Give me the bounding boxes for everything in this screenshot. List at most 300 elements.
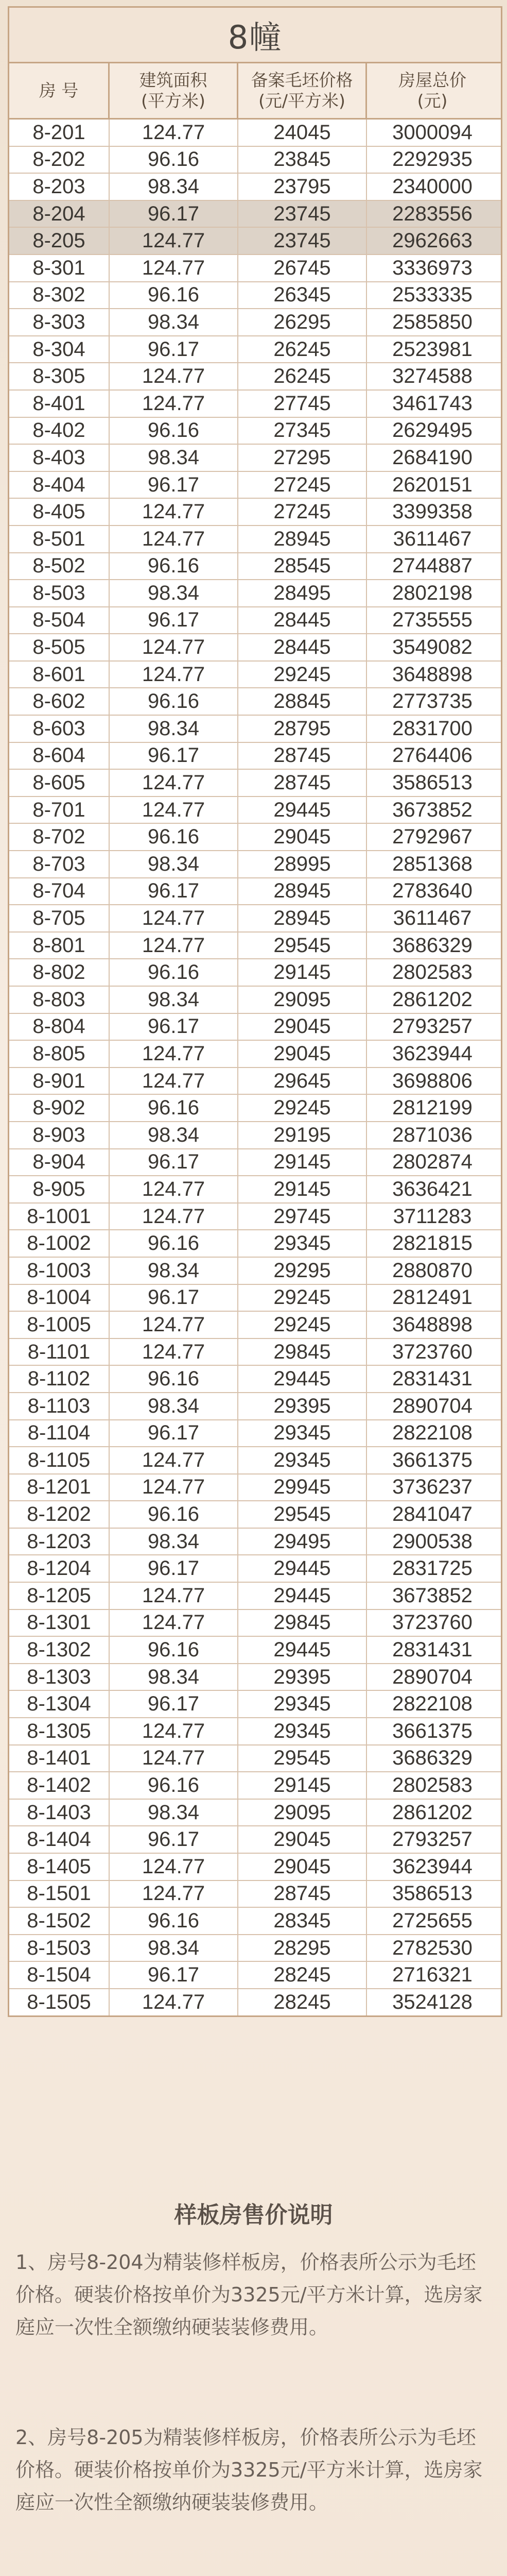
cell-area: 96.17 [110,1285,238,1311]
cell-price: 27245 [238,499,367,525]
cell-total: 2585850 [392,310,473,333]
cell-area: 98.34 [110,1393,238,1419]
cell-area: 98.34 [110,309,238,335]
cell-area: 124.77 [110,526,238,552]
cell-area: 124.77 [110,363,238,389]
cell-room: 8-1401 [9,1745,110,1772]
cell-total: 2962663 [392,229,473,252]
cell-total: 3586513 [392,771,473,794]
cell-total: 2831725 [392,1557,473,1580]
cell-room: 8-903 [9,1122,110,1148]
cell-area: 96.16 [110,959,238,986]
cell-total: 3586513 [392,1882,473,1905]
cell-room: 8-803 [9,987,110,1013]
table-row [9,1258,501,1285]
table-row [9,1718,501,1745]
cell-total: 3636421 [392,1177,473,1200]
cell-price: 28295 [238,1935,367,1961]
table-row [9,1447,501,1475]
cell-room: 8-401 [9,391,110,417]
cell-total: 2802198 [392,581,473,604]
cell-room: 8-604 [9,743,110,769]
header-price-line1: 备案毛坯价格 [251,70,353,90]
cell-price: 28995 [238,851,367,877]
table-row [9,743,501,770]
cell-area: 124.77 [110,1610,238,1636]
cell-room: 8-1505 [9,1989,110,2015]
cell-total: 2802874 [392,1150,473,1174]
cell-price: 28745 [238,770,367,796]
table-row [9,1854,501,1881]
cell-price: 29395 [238,1664,367,1690]
header-total-line1: 房屋总价 [398,70,466,90]
cell-area: 96.16 [110,1230,238,1257]
cell-total: 2684190 [392,446,473,469]
cell-room: 8-702 [9,824,110,850]
table-row [9,987,501,1014]
cell-area: 124.77 [110,1718,238,1744]
cell-area: 96.16 [110,1095,238,1121]
table-row [9,1637,501,1664]
table-row [9,228,501,255]
cell-area: 98.34 [110,1800,238,1826]
cell-total: 3673852 [392,798,473,821]
table-row [9,1149,501,1177]
cell-price: 26745 [238,255,367,281]
cell-price: 28495 [238,580,367,606]
cell-area: 98.34 [110,851,238,877]
cell-total: 2822108 [392,1421,473,1445]
header-total [367,63,498,118]
header-room: 房 号 [9,63,110,118]
cell-price: 28445 [238,607,367,634]
table-row [9,1312,501,1339]
cell-area: 124.77 [110,391,238,417]
cell-total: 3000094 [392,121,473,144]
cell-price: 29095 [238,987,367,1013]
cell-room: 8-1001 [9,1204,110,1230]
cell-price: 29045 [238,1826,367,1853]
notes-title: 样板房售价说明 [174,2202,333,2228]
cell-area: 96.17 [110,607,238,634]
cell-room: 8-804 [9,1014,110,1040]
cell-total: 2812199 [392,1096,473,1120]
cell-total: 2735555 [392,608,473,632]
cell-area: 124.77 [110,662,238,688]
cell-total: 2523981 [392,337,473,361]
cell-total: 2861202 [392,1801,473,1824]
cell-price: 29545 [238,933,367,959]
cell-area: 96.17 [110,201,238,227]
cell-area: 96.16 [110,824,238,850]
cell-price: 29245 [238,1095,367,1121]
cell-price: 29245 [238,1312,367,1338]
cell-room: 8-1004 [9,1285,110,1311]
cell-total: 2793257 [392,1828,473,1851]
table-row [9,445,501,472]
table-row [9,174,501,201]
cell-total: 2773735 [392,690,473,713]
cell-price: 26295 [238,309,367,335]
table-row [9,959,501,987]
cell-area: 124.77 [110,255,238,281]
table-row [9,282,501,310]
cell-price: 28845 [238,688,367,715]
cell-area: 96.17 [110,1555,238,1582]
cell-room: 8-802 [9,959,110,986]
cell-price: 28945 [238,905,367,931]
cell-total: 3336973 [392,256,473,279]
cell-area: 96.16 [110,1772,238,1799]
table-row [9,1908,501,1935]
cell-area: 124.77 [110,1583,238,1609]
cell-total: 2783640 [392,879,473,903]
cell-price: 29145 [238,1149,367,1176]
table-row [9,1691,501,1718]
cell-total: 2725655 [392,1909,473,1932]
cell-area: 98.34 [110,987,238,1013]
cell-room: 8-505 [9,634,110,660]
cell-price: 29345 [238,1691,367,1717]
cell-total: 3723760 [392,1611,473,1634]
cell-room: 8-1201 [9,1475,110,1501]
cell-price: 29145 [238,1772,367,1799]
cell-price: 29545 [238,1745,367,1772]
cell-price: 26245 [238,363,367,389]
cell-price: 29245 [238,662,367,688]
cell-area: 96.16 [110,1501,238,1528]
table-row [9,363,501,391]
cell-area: 124.77 [110,120,238,146]
cell-room: 8-902 [9,1095,110,1121]
cell-area: 96.17 [110,1691,238,1717]
table-row [9,1285,501,1312]
cell-area: 96.16 [110,553,238,580]
header-price [238,63,367,118]
table-row [9,634,501,662]
table-row [9,851,501,878]
cell-total: 3698806 [392,1069,473,1092]
cell-total: 2802583 [392,961,473,984]
table-row [9,716,501,743]
cell-area: 96.16 [110,688,238,715]
table-row [9,499,501,526]
cell-total: 2890704 [392,1394,473,1417]
cell-area: 96.16 [110,282,238,309]
cell-room: 8-1002 [9,1230,110,1257]
cell-room: 8-1104 [9,1420,110,1447]
cell-room: 8-805 [9,1041,110,1067]
cell-room: 8-404 [9,472,110,498]
table-row [9,472,501,499]
table-row [9,1664,501,1691]
table-row [9,1420,501,1448]
cell-area: 124.77 [110,1881,238,1907]
cell-total: 2802583 [392,1774,473,1797]
table-row [9,1068,501,1095]
table-row [9,1095,501,1122]
cell-price: 27245 [238,472,367,498]
cell-total: 3736237 [392,1476,473,1499]
cell-room: 8-801 [9,933,110,959]
table-row [9,526,501,553]
cell-room: 8-1402 [9,1772,110,1799]
cell-area: 98.34 [110,174,238,200]
cell-area: 124.77 [110,1176,238,1202]
price-table [8,6,502,2017]
cell-room: 8-403 [9,445,110,471]
cell-total: 3611467 [393,527,472,550]
cell-room: 8-303 [9,309,110,335]
cell-area: 96.16 [110,418,238,444]
cell-total: 3648898 [392,663,473,686]
cell-price: 27745 [238,391,367,417]
cell-area: 98.34 [110,1258,238,1284]
cell-area: 98.34 [110,445,238,471]
cell-total: 2620151 [392,473,473,496]
cell-room: 8-1003 [9,1258,110,1284]
cell-total: 2744887 [392,554,473,578]
cell-area: 124.77 [110,499,238,525]
cell-total: 2812491 [392,1286,473,1309]
table-row [9,662,501,689]
header-area-line2: (平方米) [141,91,205,111]
cell-room: 8-1302 [9,1637,110,1663]
cell-total: 2851368 [392,852,473,875]
cell-total: 3611467 [393,907,472,930]
cell-room: 8-1404 [9,1826,110,1853]
cell-price: 29495 [238,1529,367,1555]
cell-room: 8-701 [9,797,110,823]
cell-area: 124.77 [110,1447,238,1473]
cell-area: 96.17 [110,472,238,498]
table-row [9,1989,501,2015]
table-row [9,309,501,336]
table-body [9,120,501,2015]
table-row [9,1393,501,1420]
table-row [9,201,501,228]
table-row [9,1610,501,1637]
cell-room: 8-1202 [9,1501,110,1528]
cell-price: 29345 [238,1718,367,1744]
table-row [9,336,501,364]
cell-total: 3648898 [392,1313,473,1336]
cell-price: 23745 [238,228,367,254]
cell-room: 8-704 [9,878,110,905]
cell-price: 28795 [238,716,367,742]
cell-price: 29645 [238,1068,367,1094]
cell-price: 29295 [238,1258,367,1284]
table-row [9,824,501,851]
cell-price: 29745 [238,1204,367,1230]
cell-room: 8-705 [9,905,110,931]
cell-room: 8-302 [9,282,110,309]
cell-price: 24045 [238,120,367,146]
table-row [9,1935,501,1962]
cell-area: 124.77 [110,1339,238,1365]
table-row [9,553,501,581]
cell-total: 2871036 [392,1123,473,1146]
cell-price: 26345 [238,282,367,309]
cell-total: 3673852 [392,1584,473,1607]
cell-area: 98.34 [110,580,238,606]
cell-price: 26245 [238,336,367,363]
cell-area: 96.16 [110,1366,238,1392]
cell-room: 8-1301 [9,1610,110,1636]
table-row [9,1014,501,1041]
cell-total: 2831431 [392,1638,473,1662]
cell-room: 8-1005 [9,1312,110,1338]
cell-room: 8-304 [9,336,110,363]
cell-price: 29445 [238,797,367,823]
cell-price: 28345 [238,1908,367,1934]
cell-room: 8-1501 [9,1881,110,1907]
cell-total: 2782530 [392,1936,473,1959]
cell-room: 8-402 [9,418,110,444]
table-row [9,607,501,635]
cell-total: 2533335 [392,283,473,307]
cell-room: 8-405 [9,499,110,525]
cell-total: 2890704 [392,1665,473,1688]
table-row [9,1962,501,1989]
cell-room: 8-703 [9,851,110,877]
cell-room: 8-601 [9,662,110,688]
cell-room: 8-1102 [9,1366,110,1392]
table-row [9,1041,501,1068]
cell-price: 23845 [238,147,367,173]
cell-total: 2861202 [392,988,473,1011]
cell-total: 3686329 [392,1747,473,1770]
cell-price: 29445 [238,1637,367,1663]
table-row [9,933,501,960]
notes-section [0,2200,507,2514]
table-row [9,1366,501,1393]
cell-total: 3623944 [392,1855,473,1878]
cell-area: 96.17 [110,878,238,905]
cell-area: 124.77 [110,1204,238,1230]
cell-room: 8-301 [9,255,110,281]
cell-total: 2283556 [392,202,473,225]
table-row [9,120,501,147]
cell-area: 98.34 [110,1122,238,1148]
table-row [9,1122,501,1149]
cell-area: 96.17 [110,743,238,769]
header-area [110,63,238,118]
cell-price: 28745 [238,1881,367,1907]
table-row [9,1529,501,1556]
cell-area: 124.77 [110,1068,238,1094]
cell-area: 96.16 [110,147,238,173]
table-row [9,1555,501,1583]
cell-room: 8-905 [9,1176,110,1202]
cell-room: 8-305 [9,363,110,389]
table-row [9,580,501,607]
cell-total: 3274588 [392,365,473,388]
cell-total: 2821815 [392,1232,473,1255]
cell-room: 8-901 [9,1068,110,1094]
cell-price: 27345 [238,418,367,444]
cell-area: 124.77 [110,1041,238,1067]
cell-price: 29045 [238,1041,367,1067]
cell-total: 2841047 [392,1503,473,1526]
table-row [9,770,501,797]
cell-room: 8-603 [9,716,110,742]
cell-area: 124.77 [110,1745,238,1772]
cell-price: 29445 [238,1366,367,1392]
table-row [9,905,501,933]
cell-price: 29045 [238,824,367,850]
table-row [9,797,501,824]
table-header [9,63,501,120]
table-row [9,1501,501,1529]
table-row [9,1826,501,1854]
cell-price: 29045 [238,1014,367,1040]
cell-price: 28245 [238,1962,367,1988]
cell-area: 98.34 [110,1935,238,1961]
cell-area: 124.77 [110,1312,238,1338]
table-row [9,1745,501,1773]
cell-area: 96.17 [110,1420,238,1447]
cell-price: 29145 [238,1176,367,1202]
cell-price: 28945 [238,878,367,905]
cell-total: 2792967 [392,825,473,849]
table-row [9,1475,501,1502]
table-row [9,878,501,906]
cell-total: 3686329 [392,934,473,957]
cell-price: 29545 [238,1501,367,1528]
cell-area: 96.17 [110,1826,238,1853]
cell-total: 3623944 [392,1042,473,1065]
cell-room: 8-602 [9,688,110,715]
cell-price: 28445 [238,634,367,660]
cell-area: 96.16 [110,1637,238,1663]
cell-total: 2764406 [392,744,473,767]
table-row [9,1881,501,1908]
cell-total: 3524128 [392,1990,473,2013]
table-row [9,391,501,418]
cell-room: 8-1303 [9,1664,110,1690]
table-row [9,1339,501,1366]
cell-room: 8-904 [9,1149,110,1176]
cell-price: 29945 [238,1475,367,1501]
table-row [9,1800,501,1827]
cell-room: 8-204 [9,201,110,227]
cell-room: 8-1305 [9,1718,110,1744]
cell-room: 8-1503 [9,1935,110,1961]
cell-price: 29445 [238,1555,367,1582]
cell-price: 29045 [238,1854,367,1880]
cell-total: 2292935 [392,148,473,171]
cell-area: 96.17 [110,1149,238,1176]
cell-room: 8-1101 [9,1339,110,1365]
cell-area: 98.34 [110,1529,238,1555]
table-row [9,1230,501,1258]
cell-room: 8-605 [9,770,110,796]
cell-area: 124.77 [110,1475,238,1501]
cell-room: 8-1105 [9,1447,110,1473]
cell-room: 8-203 [9,174,110,200]
cell-price: 23795 [238,174,367,200]
table-row [9,418,501,445]
cell-price: 27295 [238,445,367,471]
cell-total: 2831700 [392,717,473,740]
table-row [9,1772,501,1800]
cell-price: 29345 [238,1447,367,1473]
cell-total: 3549082 [392,636,473,659]
cell-room: 8-501 [9,526,110,552]
cell-area: 96.16 [110,1908,238,1934]
building-title: 8幢 [228,19,283,56]
